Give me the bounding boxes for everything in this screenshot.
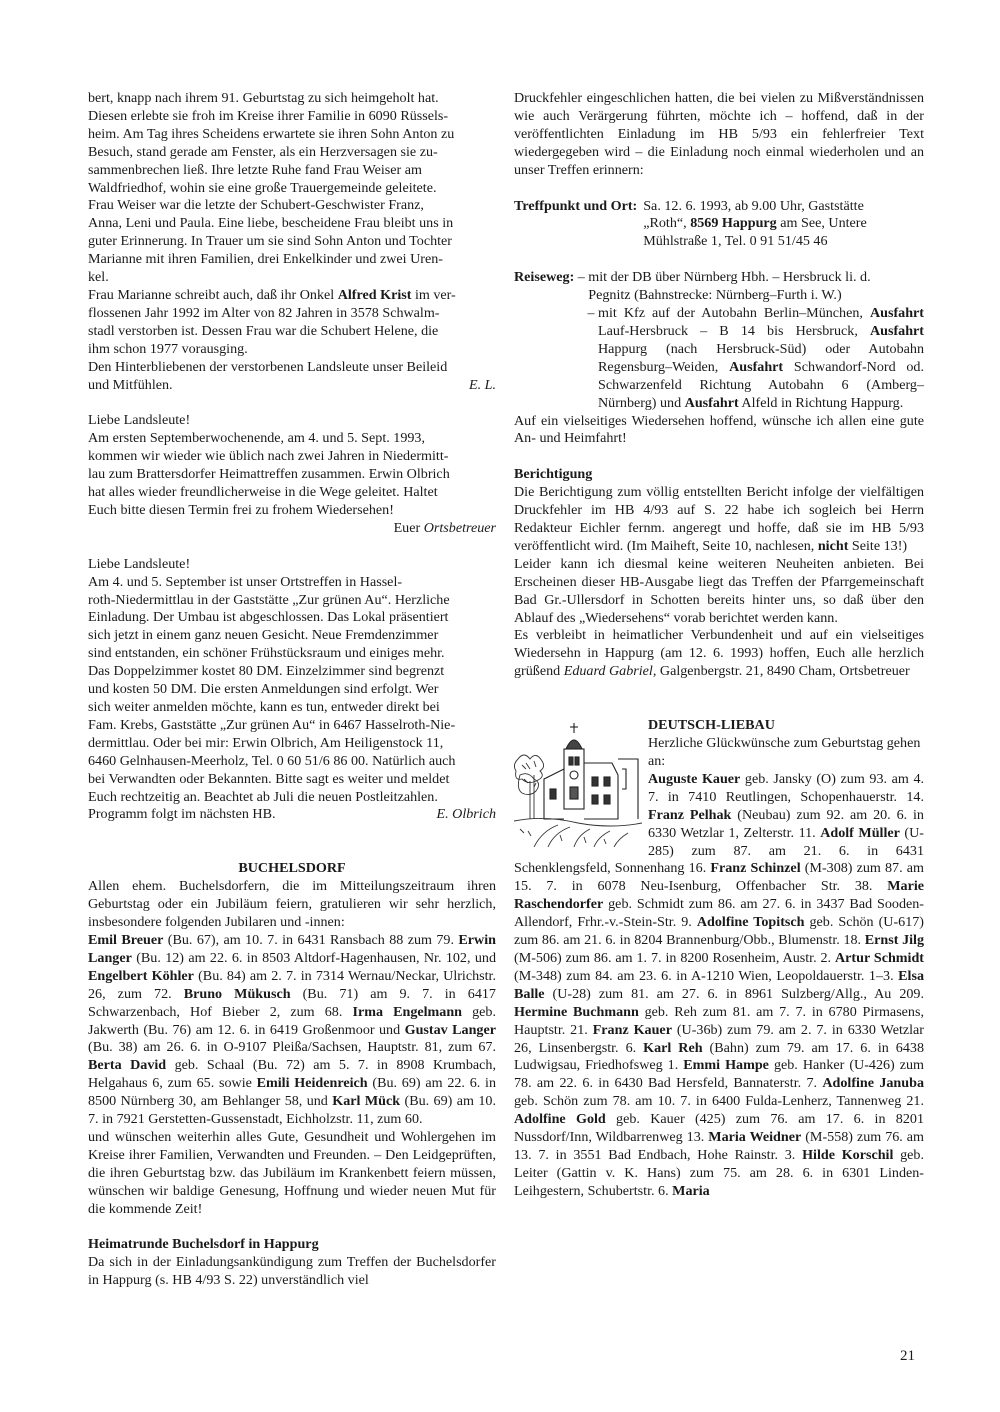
birthday-details: geb. Schmidt zum 86. am 27. 6. in 3437 Bad Sooden-Allendorf, Frhr.-v.-Stein-Str. 9. xyxy=(514,896,924,931)
obituary-line: guter Erinnerung. In Trauer um sie sind Sohn Anton und Tochter xyxy=(88,233,452,250)
birthday-name: Maria Weidner xyxy=(708,1129,802,1146)
birthday-details: geb. Schön zum 78. am 10. 7. in 6400 Fulda-Lenherz, Tannenweg 21. xyxy=(514,1093,924,1110)
birthday-name: Elsa Balle xyxy=(514,967,924,1002)
birthday-name: Auguste Kauer xyxy=(648,770,741,787)
heimatrunde-title: Heimatrunde Buchelsdorf in Happurg xyxy=(88,1236,319,1253)
birthday-details: (U-36b) zum 79. am 2. 7. in 6330 Wetzlar 26, Linsenbergstr. 6. xyxy=(514,1021,924,1056)
birthday-name: Franz Schinzel xyxy=(710,860,801,877)
wiedersehen: Auf ein vielseitiges Wiedersehen hoffend, wünsche ich allen eine gute An- und Heimfahrt! xyxy=(514,412,924,447)
jubilar-details: geb. Schaal (Bu. 72) am 5. 7. in 8908 Krumbach, Helgahaus 6, zum 65. sowie xyxy=(88,1057,496,1092)
route-car: – mit Kfz auf der Autobahn Berlin–München, Ausfahrt Lauf-Hersbruck – B 14 bis Hersbruck, Ausfahrt Happurg (nach Hersbruck-Süd) oder Autobahn Regensburg–Weiden, Ausfahrt Schwandorf-Nord od. Schwarzenfeld Richtung Autobahn 6 (Amberg–Nürnberg) und Ausfahrt Alfeld in Richtung Happurg. xyxy=(587,305,924,411)
birthday-name: Adolfine Topitsch xyxy=(696,914,805,931)
letter-line: Einladung. Der Umbau ist abgeschlossen. Das Lokal präsentiert xyxy=(88,609,449,626)
birthday-details: geb. Reh zum 81. am 7. 7. in 6780 Pirmasens, Hauptstr. 21. xyxy=(514,1003,924,1038)
leider-text: Leider kann ich diesmal keine weiteren Neuheiten anbieten. Bei Erscheinen dieser HB-Ausgabe liegt das Treffen der Pfarrgemeinschaft Bad Gr.-Ullersdorf in Schotten bereits hinter uns, so daß über den Ablauf des „Wiedersehens“ vorab berichtet werden kann. xyxy=(514,555,924,626)
birthday-details: geb. Kauer (425) zum 76. am 17. 6. in 8201 Nussdorf/Inn, Wildbarrenweg 13. xyxy=(514,1111,924,1146)
letter-olbrich xyxy=(88,556,496,807)
signature-olbrich: E. Olbrich xyxy=(436,806,496,823)
obituary-paragraph xyxy=(88,90,496,287)
birthday-details: (U-285) zum 87. am 21. 6. in 6431 Schenklengsfeld, Sonnenhang 16. xyxy=(514,824,924,877)
letter-line: sich jetzt in einem ganz neuen Gesicht. Neue Fremdenzimmer xyxy=(88,627,439,644)
birthday-details: (M-558) zum 76. am 13. 7. in 3551 Bad Endbach, Hohe Rainstr. 3. xyxy=(514,1129,925,1163)
birthday-details: geb. Hanker (U-426) zum 78. am 22. 6. in 6430 Bad Hersfeld, Bannaterstr. 7. xyxy=(514,1057,925,1092)
birthday-name: Adolfine Januba xyxy=(822,1075,924,1092)
birthday-details: (U-28) zum 81. am 27. 6. in 8961 Sulzberg/Allg., Au 209. xyxy=(544,985,924,1002)
jubilar-name: Gustav Langer xyxy=(404,1021,496,1038)
letter-line: und kosten 50 DM. Die ersten Anmeldungen sind erfolgt. Wer xyxy=(88,681,439,698)
jubilar-details: (Bu. 71) am 9. 7. in 6417 Schwarzenbach, Hof Bieber 2, zum 68. xyxy=(88,985,496,1020)
meeting-venue: „Roth“, 8569 Happurg am See, Untere xyxy=(643,215,867,232)
jubilar-details: (Bu. 69) am 22. 6. in 8500 Nürnberg 30, am Behlanger 58, und xyxy=(88,1075,496,1110)
meeting-place-label: Treffpunkt und Ort: xyxy=(514,197,638,214)
section-title-buchelsdorf: BUCHELSDORF xyxy=(238,860,346,877)
krist-line: ihm schon 1977 vorausging. xyxy=(88,340,248,357)
jubilar-name: Karl Mück xyxy=(332,1093,401,1110)
olbrich-closing: Programm folgt im nächsten HB. E. Olbrich xyxy=(88,806,496,823)
letter-line: 6460 Gelnhausen-Meerholz, Tel. 0 60 51/6 86 00. Natürlich auch xyxy=(88,752,456,769)
deutsch-liebau-intro: Herzliche Glückwünsche zum Geburtstag gehen an: xyxy=(648,735,921,769)
buchelsdorf-wishes: und wünschen weiterhin alles Gute, Gesundheit und Wohlergehen im Kreise ihrer Familien, Verwandten und Freunden. – Den Leidgeprüften, die ihren Geburtstag bzw. das Jubiläum im Krankenbett feiern müssen, wünschen wir baldige Genesung, Hoffnung und wieder neuen Mut für die kommende Zeit! xyxy=(88,1128,496,1217)
meeting-place xyxy=(514,198,924,252)
jubilar-name: Erwin Langer xyxy=(88,931,496,966)
jubilar-details: (Bu. 12) am 22. 6. in 8503 Altdorf-Hagenhausen, Nr. 102, und xyxy=(131,949,496,966)
letter-line: lau zum Brattersdorfer Heimattreffen zusammen. Erwin Olbrich xyxy=(88,466,450,483)
obituary-line: kel. xyxy=(88,269,109,286)
jubilar-name: Emili Heidenreich xyxy=(256,1075,368,1092)
route-text: Lauf-Hersbruck – B 14 bis Hersbruck, xyxy=(598,322,870,339)
letter-line: Fam. Krebs, Gaststätte „Zur grünen Au“ in 6467 Hasselroth-Nie- xyxy=(88,716,456,733)
obituary-line: sammenbrechen ließ. Ihre letzte Ruhe fand Frau Weiser am xyxy=(88,161,422,178)
obituary-line: heim. Am Tag ihres Scheidens erwartete sie ihren Sohn Anton zu xyxy=(88,125,455,142)
closing-gabriel: Es verbleibt in heimatlicher Verbundenheit und auf ein vielseitiges Wiedersehn in Happurg (am 12. 6. 1993) hoffen, Euch alle herzlich grüßend Eduard Gabriel, Galgenbergstr. 21, 8490 Cham, Ortsbetreuer xyxy=(514,627,924,680)
jubilar-name: Emil Breuer xyxy=(88,931,164,948)
birthday-details: (Neubau) zum 92. am 20. 6. in 6330 Wetzlar 1, Zelterstr. 11. xyxy=(648,806,924,841)
birthday-name: Hilde Korschil xyxy=(802,1146,894,1163)
exit-keyword: Ausfahrt xyxy=(869,322,924,339)
letter-signature: Euer Ortsbetreuer xyxy=(393,519,496,536)
birthday-details: geb. Leiter (Gattin v. K. Hans) zum 75. am 28. 6. in 6301 Linden-Leihgestern, Schubertstr. 6. xyxy=(514,1146,925,1199)
obituary-line: Anna, Leni und Paula. Eine liebe, bescheidene Frau bleibt uns in xyxy=(88,215,454,232)
letter-line: sind entstanden, ein schöner Frühstücksraum und einiges mehr. xyxy=(88,645,445,662)
jubilar-details: (Bu. 69) am 10. 7. in 7921 Gerstetten-Gussenstadt, Eichholzstr. 11, zum 60. xyxy=(88,1093,496,1128)
letter-line: sich weiter anmelden möchte, kann es tun, entweder direkt bei xyxy=(88,699,440,715)
letter-line: Das Doppelzimmer kostet 80 DM. Einzelzimmer sind begrenzt xyxy=(88,663,445,680)
church-sketch-illustration xyxy=(514,719,642,847)
letter-line: Euch rechtzeitig an. Beachtet ab Juli die neuen Postleitzahlen. xyxy=(88,788,438,805)
obituary-line: Besuch, stand gerade am Fenster, als ein Herzversagen sie zu- xyxy=(88,143,438,160)
route-label: Reiseweg: xyxy=(514,269,575,286)
krist-line: Den Hinterbliebenen der verstorbenen Landsleute unser Beileid xyxy=(88,358,448,375)
left-column xyxy=(88,90,496,1290)
letter-line: Am ersten Septemberwochenende, am 4. und 5. Sept. 1993, xyxy=(88,430,425,447)
exit-keyword: Ausfahrt xyxy=(684,394,739,411)
birthday-name: Franz Kauer xyxy=(592,1021,672,1038)
exit-keyword: Ausfahrt xyxy=(869,305,924,322)
birthday-details: (M-308) zum 87. am 15. 7. in 6078 Neu-Isenburg, Offenbacher Str. 38. xyxy=(514,860,924,895)
krist-line: flossenen Jahr 1992 im Alter von 82 Jahren in 3578 Schwalm- xyxy=(88,304,440,321)
krist-paragraph: Frau Marianne schreibt auch, daß ihr Onkel Alfred Krist im ver- xyxy=(88,286,456,303)
right-column xyxy=(514,90,924,1201)
section-title-deutsch-liebau: DEUTSCH-LIEBAU xyxy=(648,717,775,734)
birthday-name: Hermine Buchmann xyxy=(514,1003,639,1020)
birthday-name: Marie Raschendorfer xyxy=(514,878,924,913)
birthday-name: Karl Reh xyxy=(643,1039,703,1056)
letter-line: roth-Niedermittlau in der Gaststätte „Zur grünen Au“. Herzliche xyxy=(88,591,450,608)
letter-line: Liebe Landsleute! xyxy=(88,412,191,429)
deutsch-liebau-section xyxy=(514,717,924,1200)
birthday-name: Artur Schmidt xyxy=(835,949,924,966)
letter-brattersdorf xyxy=(88,412,496,519)
birthday-details: (Bahn) zum 79. am 17. 6. in 6438 Ludwigsau, Friedhofsweg 1. xyxy=(514,1039,924,1074)
birthday-name: Maria xyxy=(672,1182,710,1199)
birthday-name: Franz Pelhak xyxy=(648,806,732,823)
krist-lines xyxy=(88,305,496,377)
letter-line: Euch bitte diesen Termin frei zu frohem Wiedersehen! xyxy=(88,501,394,518)
invitation-intro: Druckfehler eingeschlichen hatten, die bei vielen zu Mißverständnissen wie auch Verärgerung führten, möchte ich – hoffend, daß in der veröffentlichten Einladung im HB 5/93 ein fehlerfreier Text wiedergegeben wird – die Einladung noch einmal wiederholen und an unser Treffen erinnern: xyxy=(514,90,924,178)
letter-line: hat alles wieder freundlicherweise in die Wege geleitet. Haltet xyxy=(88,484,438,501)
jubilar-details: (Bu. 84) am 2. 7. in 7314 Wernau/Neckar, Ulrichstr. 26, zum 72. xyxy=(88,967,496,1002)
birthday-details: (M-506) zum 86. am 1. 7. in 8200 Rosenheim, Austr. 2. xyxy=(514,949,835,966)
jubilar-name: Irma Engelmann xyxy=(352,1003,463,1020)
letter-line: dermittlau. Oder bei mir: Erwin Olbrich, Am Heiligenstock 11, xyxy=(88,734,444,751)
birthday-name: Ernst Jilg xyxy=(864,932,924,949)
route xyxy=(514,269,924,305)
obituary-line: Frau Weiser war die letzte der Schubert-Geschwister Franz, xyxy=(88,197,424,214)
heimatrunde-text: Da sich in der Einladungsankündigung zum Treffen der Buchelsdorfer in Happurg (s. HB 4/93 S. 22) unverständlich viel xyxy=(88,1254,496,1289)
berichtigung-title: Berichtigung xyxy=(514,466,593,483)
route-text: Happurg (nach Hersbruck-Süd) oder Autobahn Regensburg–Weiden, xyxy=(598,340,924,375)
jubilar-details: geb. Jakwerth (Bu. 76) am 12. 6. in 6419 Großenmoor und xyxy=(88,1003,496,1038)
meeting-date: Sa. 12. 6. 1993, ab 9.00 Uhr, Gaststätte xyxy=(643,197,864,214)
letter-line: kommen wir wieder wie üblich nach zwei Jahren in Niedermitt- xyxy=(88,448,449,465)
exit-keyword: Ausfahrt xyxy=(729,358,784,375)
obituary-line: Diesen erlebte sie froh im Kreise ihrer Familie in 6090 Rüssels- xyxy=(88,107,449,124)
birthday-details: (M-348) zum 84. am 23. 6. in A-1210 Wien, Leopoldauerstr. 1–3. xyxy=(514,967,899,984)
letter-line: bei Verwandten oder Bekannten. Bitte sagt es weiter und meldet xyxy=(88,770,450,787)
birthday-name: Adolf Müller xyxy=(820,824,900,841)
birthday-name: Emmi Hampe xyxy=(683,1057,769,1074)
jubilar-name: Berta David xyxy=(88,1057,167,1074)
letter-line: Liebe Landsleute! xyxy=(88,555,191,572)
buchelsdorf-intro: Allen ehem. Buchelsdorfern, die im Mitteilungszeitraum ihren Geburtstag oder ein Jubiläum feiern, gratulieren wir sehr herzlich, insbesondere folgenden Jubilaren und -innen: xyxy=(88,878,496,931)
jubilar-details: (Bu. 38) am 26. 6. in O-9107 Pleißa/Sachsen, Hauptstr. 81, zum 67. xyxy=(88,1039,496,1056)
birthday-name: Adolfine Gold xyxy=(514,1111,606,1128)
obituary-line: Waldfriedhof, wohin sie eine große Trauergemeinde geleitete. xyxy=(88,179,437,196)
berichtigung-text: Die Berichtigung zum völlig entstellten Bericht infolge der vielfältigen Druckfehler im HB 4/93 auf S. 22 habe ich sogleich bei Herrn Redakteur Eichler fernm. angeregt und hoffe, daß sie im HB 5/93 veröffentlicht wird. (Im Maiheft, Seite 10, nachlesen, nicht Seite 13!) xyxy=(514,484,924,554)
jubilar-name: Bruno Mükusch xyxy=(183,985,291,1002)
jubilar-details: (Bu. 67), am 10. 7. in 6431 Ransbach 88 zum 79. xyxy=(163,931,459,948)
obituary-line: bert, knapp nach ihrem 91. Geburtstag zu sich heimgeholt hat. xyxy=(88,90,439,106)
route-text: Schwandorf-Nord od. Schwarzenfeld Richtung Autobahn 6 (Amberg–Nürnberg) und xyxy=(598,358,924,411)
route-text: mit Kfz auf der Autobahn Berlin–München, xyxy=(598,305,870,322)
route-rail: – mit der DB über Nürnberg Hbh. – Hersbruck li. d. xyxy=(577,269,871,286)
obituary-line: Marianne mit ihren Familien, drei Enkelkinder und zwei Uren- xyxy=(88,251,443,268)
birthday-details: geb. Schön (U-617) zum 86. am 21. 6. in 8204 Brannenburg/Obb., Blumenstr. 18. xyxy=(514,914,925,949)
signature-el: E. L. xyxy=(468,376,496,393)
route-text: Alfeld in Richtung Happurg. xyxy=(738,394,904,411)
jubilar-name: Engelbert Köhler xyxy=(88,967,194,984)
route-rail-2: Pegnitz (Bahnstrecke: Nürnberg–Furth i. W.) xyxy=(588,287,842,304)
letter-line: Am 4. und 5. September ist unser Ortstreffen in Hassel- xyxy=(88,573,403,590)
condolence-closing: und Mitfühlen. E. L. xyxy=(88,376,496,393)
birthday-details: geb. Jansky (O) zum 93. am 4. 7. in 7410 Reutlingen, Schopenhauerstr. 14. xyxy=(648,770,925,805)
page-number: 21 xyxy=(900,1348,915,1364)
krist-line: stadl verstorben ist. Dessen Frau war die Schubert Helene, die xyxy=(88,322,439,339)
meeting-address: Mühlstraße 1, Tel. 0 91 51/45 46 xyxy=(643,233,828,250)
buchelsdorf-birthdays xyxy=(88,932,496,1129)
